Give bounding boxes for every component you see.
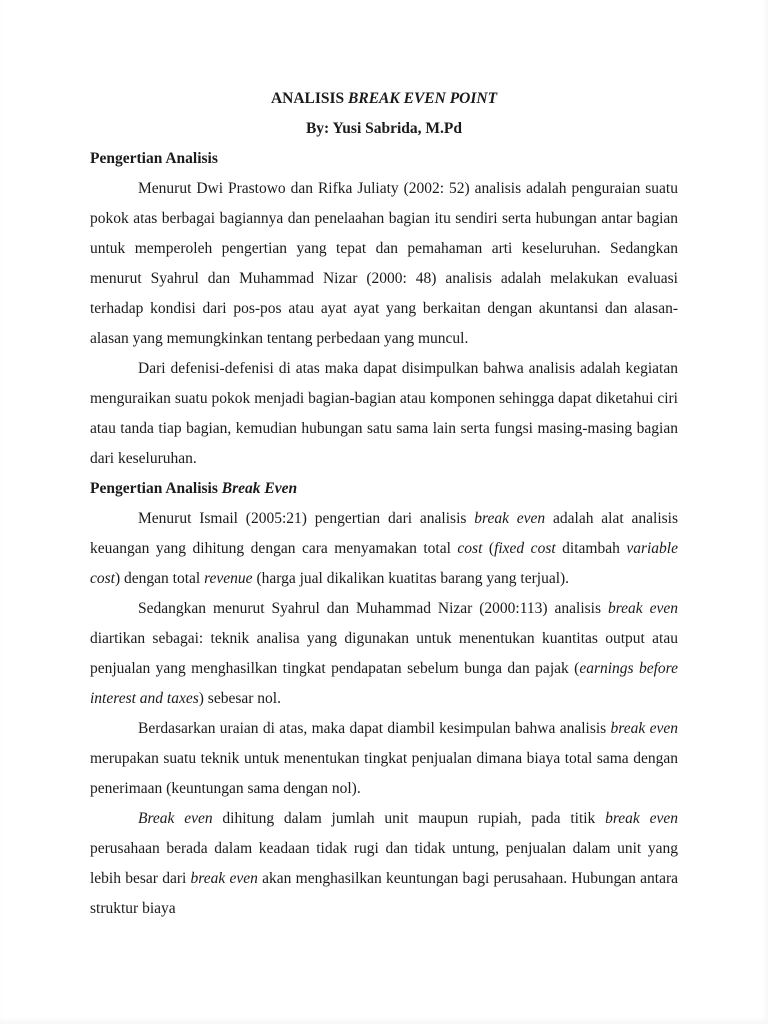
text-run: earnings before interest and taxes [90,660,678,707]
text-run: variable cost [90,540,678,587]
text-run: break even [610,720,678,737]
text-run: By: Yusi Sabrida, M.Pd [305,120,463,137]
text-run: Break Even [221,480,298,497]
text-run: adalah alat analisis keuangan yang dihitung dengan cara menyamakan total [90,510,678,557]
text-run: ditambah [555,540,627,557]
text-run: (harga jual dikalikan kuatitas barang yang terjual). [252,570,570,587]
heading-pengertian-analisis [90,144,678,174]
document-byline [90,114,678,144]
text-run: break even [474,510,546,527]
paragraph-3 [90,504,678,594]
text-run: ANALISIS [270,90,349,107]
text-run: dihitung dalam jumlah unit maupun rupiah, pada titik [212,810,606,827]
text-run: Pengertian Analisis [90,480,222,497]
text-run: revenue [204,570,253,587]
text-run: merupakan suatu teknik untuk menentukan tingkat penjualan dimana biaya total sama dengan penerimaan (keuntungan sama dengan nol). [90,750,678,797]
text-run: ) sebesar nol. [198,690,281,707]
paragraph-6 [90,804,678,924]
heading-pengertian-analisis-break-even [90,474,678,504]
text-run: break even [190,870,258,887]
text-run: BREAK EVEN POINT [348,90,498,107]
text-run: Break even [138,810,213,827]
text-run: break even [607,600,679,617]
text-run: akan menghasilkan keuntungan bagi perusahaan. Hubungan antara struktur biaya [90,870,679,917]
document-title [90,84,678,114]
paragraph-1 [90,174,678,354]
text-run: Menurut Dwi Prastowo dan Rifka Juliaty (2002: 52) analisis adalah penguraian suatu pokok atas berbagai bagiannya dan penelaahan bagian itu sendiri serta hubungan antar bagian untuk memperoleh pengertian yang tepat dan pemahaman arti keseluruhan. Sedangkan menurut Syahrul dan Muhammad Nizar (2000: 48) analisis adalah melakukan evaluasi terhadap kondisi dari pos-pos atau ayat ayat yang berkaitan dengan akuntansi dan alasan-alasan yang memungkinkan tentang perbedaan yang muncul. [90,180,678,347]
text-run: cost [457,540,483,557]
text-run: Sedangkan menurut Syahrul dan Muhammad Nizar (2000:113) analisis [138,600,608,617]
text-run: fixed cost [494,540,556,557]
text-run: Menurut Ismail (2005:21) pengertian dari analisis [138,510,475,527]
text-run: break even [605,810,678,827]
text-run: Berdasarkan uraian di atas, maka dapat diambil kesimpulan bahwa analisis [138,720,611,737]
text-run: ) dengan total [114,570,205,587]
document-body [90,84,678,924]
text-run: Pengertian Analisis [90,150,218,167]
text-run: ( [482,540,495,557]
paragraph-4 [90,594,678,714]
text-run: perusahaan berada dalam keadaan tidak rugi dan tidak untung, penjualan dalam unit yang lebih besar dari [90,840,678,887]
text-run: Dari defenisi-defenisi di atas maka dapat disimpulkan bahwa analisis adalah kegiatan menguraikan suatu pokok menjadi bagian-bagian atau komponen sehingga dapat diketahui ciri atau tanda tiap bagian, kemudian hubungan satu sama lain serta fungsi masing-masing bagian dari keseluruhan. [90,360,678,467]
paragraph-2 [90,354,678,474]
paragraph-5 [90,714,678,804]
text-run: diartikan sebagai: teknik analisa yang digunakan untuk menentukan kuantitas output atau penjualan yang menghasilkan tingkat pendapatan sebelum bunga dan pajak ( [90,630,678,677]
